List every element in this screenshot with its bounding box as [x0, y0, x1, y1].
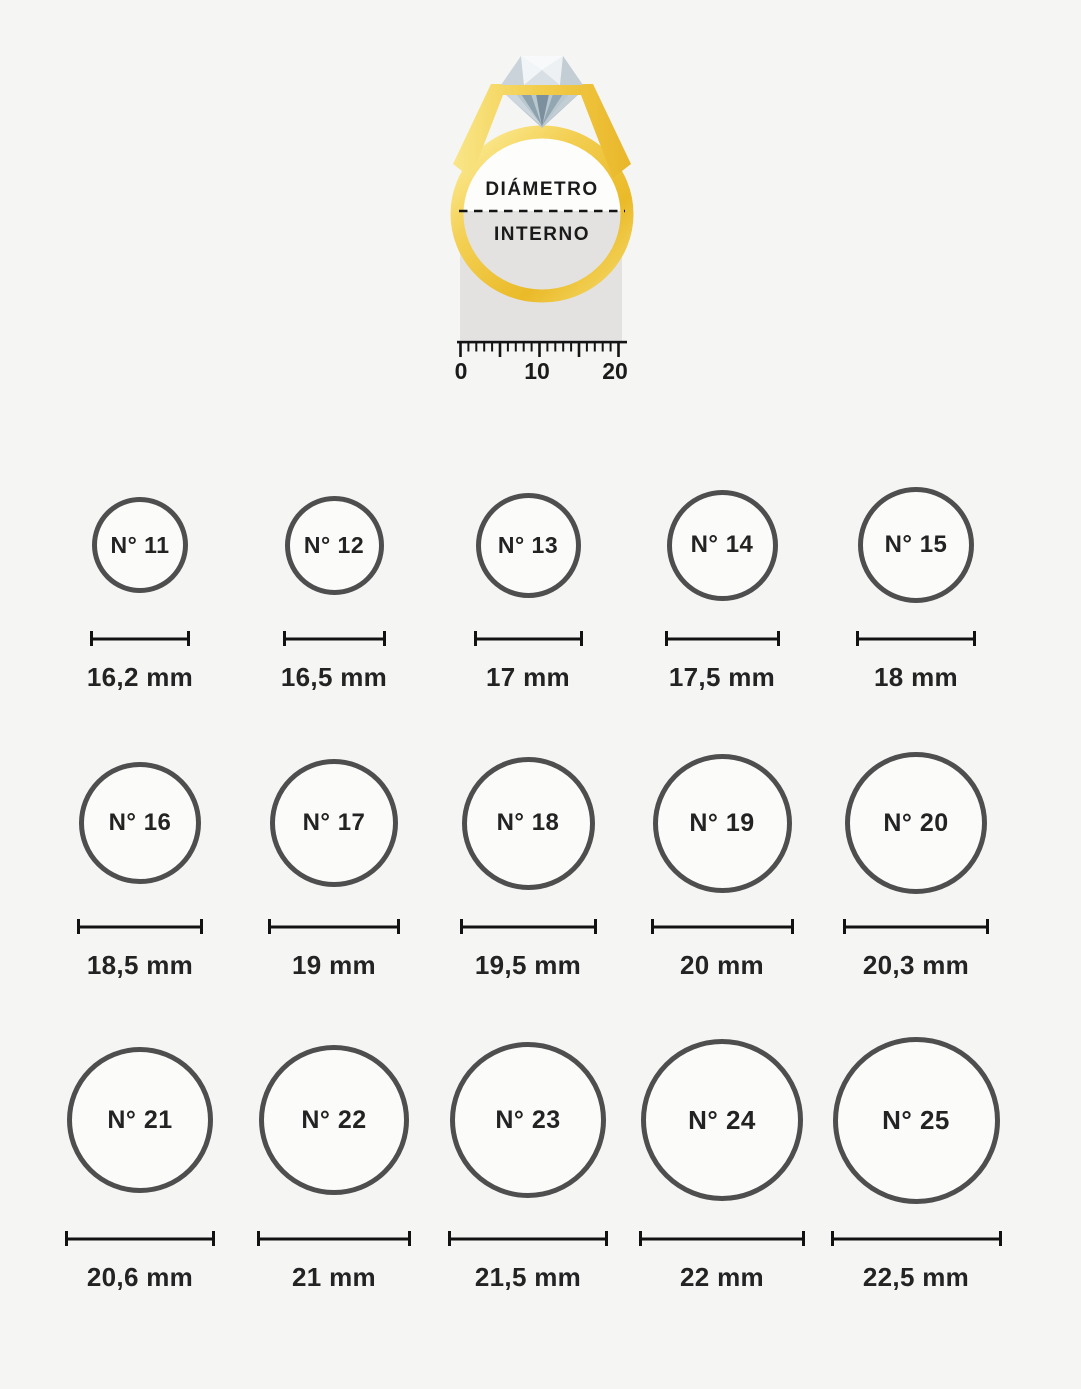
diameter-measure-line — [460, 919, 597, 934]
ring-size-circle — [285, 496, 384, 595]
ring-size-item — [237, 475, 431, 692]
ring-size-item — [431, 743, 625, 980]
diameter-value-label: 19,5 mm — [474, 950, 582, 980]
diameter-measure-line — [283, 631, 386, 646]
ring-size-circle — [641, 1039, 803, 1201]
ring-size-label: N° 21 — [107, 1105, 173, 1134]
diameter-value-label: 21,5 mm — [474, 1262, 582, 1292]
ring-size-label: N° 15 — [884, 531, 948, 558]
diameter-measure-line — [65, 1231, 215, 1246]
ring-size-item — [43, 743, 237, 980]
diameter-measure-line — [90, 631, 190, 646]
diameter-value-label: 20,6 mm — [86, 1262, 194, 1292]
diameter-value-label: 16,2 mm — [86, 662, 194, 692]
ring-size-item — [237, 743, 431, 980]
ring-size-label: N° 11 — [110, 531, 170, 558]
ring-size-item — [819, 1025, 1013, 1292]
ring-size-circle-area — [67, 1025, 213, 1215]
diamond-crown — [501, 56, 583, 85]
ring-size-item — [431, 475, 625, 692]
ring-size-circle — [476, 493, 581, 598]
ruler-label-10: 10 — [523, 358, 550, 384]
diameter-measure-line — [268, 919, 400, 934]
ring-size-label: N° 25 — [882, 1104, 950, 1135]
ring-size-label: N° 13 — [497, 531, 559, 558]
ruler-label-20: 20 — [601, 358, 628, 384]
ring-size-item — [43, 1025, 237, 1292]
ring-size-circle-area — [653, 743, 792, 903]
ring-size-circle-area — [845, 743, 987, 903]
ring-size-circle-area — [476, 475, 581, 615]
ring-size-grid — [43, 475, 1038, 1292]
ring-size-item — [625, 475, 819, 692]
ring-size-circle-area — [462, 743, 595, 903]
ring-size-label: N° 23 — [495, 1105, 561, 1134]
ring-size-circle-area — [641, 1025, 803, 1215]
diameter-value-label: 16,5 mm — [280, 662, 388, 692]
diameter-value-label: 20 mm — [680, 950, 764, 980]
ring-size-circle-area — [259, 1025, 409, 1215]
ring-size-label: N° 20 — [883, 808, 949, 837]
ring-size-circle — [667, 490, 778, 601]
diamond-pavilion — [505, 94, 579, 128]
ring-size-circle — [450, 1042, 606, 1198]
ring-size-item — [43, 475, 237, 692]
diameter-value-label: 20,3 mm — [862, 950, 970, 980]
ring-size-circle — [462, 757, 595, 890]
ring-size-label: N° 19 — [689, 808, 755, 837]
diameter-measure-line — [651, 919, 794, 934]
ring-size-circle — [270, 759, 398, 887]
ring-size-item — [819, 743, 1013, 980]
diameter-measure-line — [448, 1231, 608, 1246]
diameter-measure-line — [474, 631, 583, 646]
ring-size-item — [625, 743, 819, 980]
ring-size-circle — [653, 754, 792, 893]
diameter-measure-line — [856, 631, 976, 646]
ring-diagram — [421, 38, 661, 398]
ring-size-circle-area — [858, 475, 974, 615]
diameter-value-label: 22 mm — [680, 1262, 764, 1292]
diameter-measure-line — [639, 1231, 805, 1246]
diameter-measure-line — [257, 1231, 411, 1246]
diameter-value-label: 22,5 mm — [862, 1262, 970, 1292]
diameter-value-label: 17,5 mm — [668, 662, 776, 692]
ring-size-row — [43, 1025, 1038, 1292]
diameter-measure-line — [665, 631, 780, 646]
ruler-line — [457, 341, 627, 344]
ring-size-circle — [79, 762, 201, 884]
ring-size-label: N° 22 — [301, 1105, 367, 1134]
ruler — [454, 341, 627, 384]
ring-size-item — [819, 475, 1013, 692]
ring-size-circle-area — [285, 475, 384, 615]
diameter-value-label: 21 mm — [292, 1262, 376, 1292]
ring-size-circle-area — [833, 1025, 1000, 1215]
ring-size-circle-area — [667, 475, 778, 615]
diameter-value-label: 18 mm — [874, 662, 958, 692]
diameter-measure-line — [77, 919, 203, 934]
ring-size-circle-area — [450, 1025, 606, 1215]
ring-size-item — [237, 1025, 431, 1292]
ruler-ticks — [459, 342, 620, 357]
ring-diagram-figure — [421, 38, 661, 398]
ring-size-row — [43, 743, 1038, 980]
ring-size-item — [431, 1025, 625, 1292]
ring-size-circle — [67, 1047, 213, 1193]
ring-size-circle-area — [270, 743, 398, 903]
ring-size-label: N° 12 — [303, 531, 365, 558]
ring-size-circle — [92, 497, 188, 593]
ring-size-label: N° 24 — [688, 1104, 756, 1135]
diameter-label-bottom: INTERNO — [493, 224, 590, 245]
diameter-value-label: 18,5 mm — [86, 950, 194, 980]
ruler-label-0: 0 — [454, 358, 467, 384]
ring-size-circle-area — [79, 743, 201, 903]
diameter-measure-line — [831, 1231, 1002, 1246]
ring-size-circle-area — [92, 475, 188, 615]
ring-size-label: N° 17 — [302, 809, 366, 836]
ring-size-circle — [259, 1045, 409, 1195]
ring-size-row — [43, 475, 1038, 692]
ring-size-circle — [833, 1037, 1000, 1204]
diameter-value-label: 19 mm — [292, 950, 376, 980]
diameter-value-label: 17 mm — [486, 662, 570, 692]
ring-size-label: N° 18 — [496, 809, 560, 836]
diameter-measure-line — [843, 919, 989, 934]
ring-size-circle — [845, 752, 987, 894]
ring-size-label: N° 14 — [690, 531, 754, 558]
ring-size-item — [625, 1025, 819, 1292]
ring-size-circle — [858, 487, 974, 603]
diameter-label-top: DIÁMETRO — [484, 179, 599, 200]
ring-size-label: N° 16 — [108, 809, 172, 836]
